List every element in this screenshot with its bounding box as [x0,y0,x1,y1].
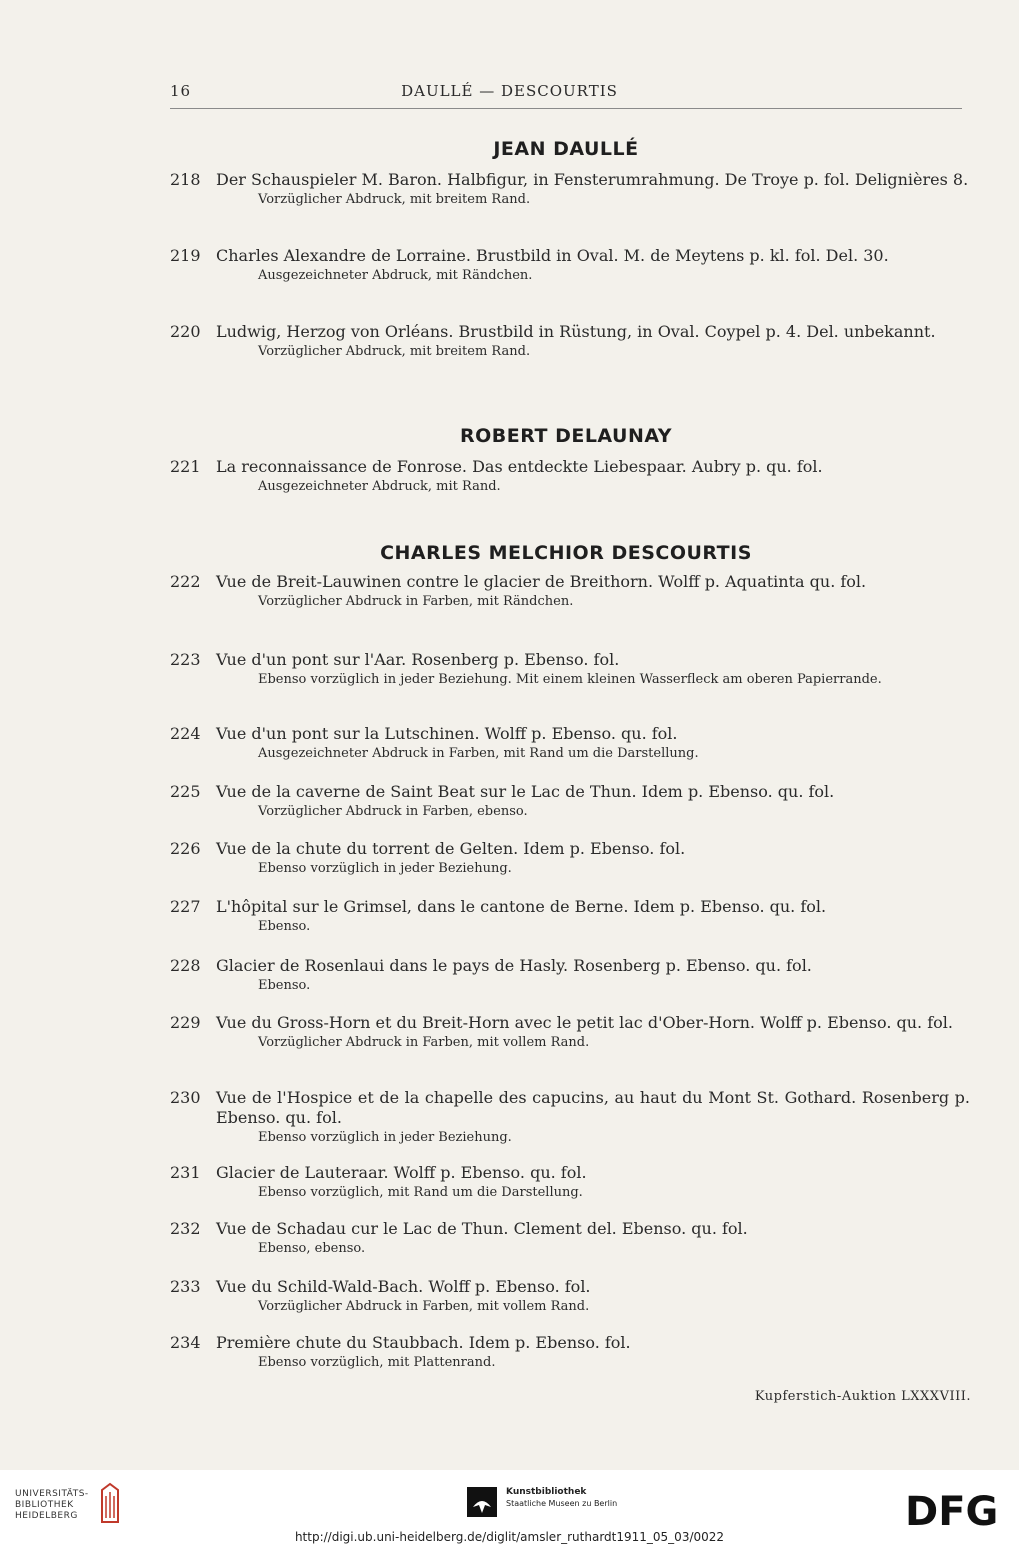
catalog-entry [170,170,970,209]
entry-note: Ebenso. [258,978,311,993]
catalog-entry [170,572,970,611]
entry-title: Glacier de Rosenlaui dans le pays de Hasly. Rosenberg p. Ebenso. qu. fol. [216,956,812,975]
entry-title: Ludwig, Herzog von Orléans. Brustbild in Rüstung, in Oval. Coypel p. 4. Del. unbekannt. [216,322,936,341]
catalog-entry [170,1219,970,1258]
dfg-logo-icon [905,1491,1005,1531]
page-number: 16 [170,82,192,100]
catalog-entry [170,457,970,496]
artist-heading: CHARLES MELCHIOR DESCOURTIS [380,542,752,564]
catalog-entry [170,1277,970,1316]
catalog-entry [170,1013,970,1052]
entry-number: 225 [170,782,201,801]
entry-title: Vue de la caverne de Saint Beat sur le Lac de Thun. Idem p. Ebenso. qu. fol. [216,782,835,801]
entry-note: Ebenso vorzüglich in jeder Beziehung. [258,1130,512,1145]
entry-title: Glacier de Lauteraar. Wolff p. Ebenso. qu. fol. [216,1163,587,1182]
kb-title: Kunstbibliothek [506,1487,587,1497]
catalog-entry [170,897,970,936]
entry-note: Vorzüglicher Abdruck in Farben, mit vollem Rand. [258,1035,590,1050]
entry-title: Vue de la chute du torrent de Gelten. Idem p. Ebenso. fol. [216,839,686,858]
entry-number: 224 [170,724,201,743]
entry-number: 226 [170,839,201,858]
catalog-entry [170,724,970,763]
entry-number: 221 [170,457,201,476]
entry-number: 232 [170,1219,201,1238]
entry-title: La reconnaissance de Fonrose. Das entdeckte Liebespaar. Aubry p. qu. fol. [216,457,823,476]
artist-heading: JEAN DAULLÉ [493,138,639,160]
entry-note: Ausgezeichneter Abdruck, mit Rand. [258,479,501,494]
entry-note: Vorzüglicher Abdruck, mit breitem Rand. [258,192,531,207]
entry-number: 229 [170,1013,201,1032]
entry-note: Ebenso. [258,919,311,934]
entry-title: Vue de Breit-Lauwinen contre le glacier de Breithorn. Wolff p. Aquatinta qu. fol. [216,572,867,591]
entry-number: 228 [170,956,201,975]
entry-note: Vorzüglicher Abdruck in Farben, ebenso. [258,804,528,819]
entry-note: Vorzüglicher Abdruck in Farben, mit vollem Rand. [258,1299,590,1314]
catalog-entry [170,322,970,361]
entry-number: 218 [170,170,201,189]
entry-title: L'hôpital sur le Grimsel, dans le cantone de Berne. Idem p. Ebenso. qu. fol. [216,897,827,916]
entry-number: 223 [170,650,201,669]
entry-title: Vue de l'Hospice et de la chapelle des capucins, au haut du Mont St. Gothard. Rosenberg p. Ebenso. qu. fol. [216,1088,970,1127]
entry-note: Ausgezeichneter Abdruck, mit Rändchen. [258,268,533,283]
entry-title: Charles Alexandre de Lorraine. Brustbild in Oval. M. de Meytens p. kl. fol. Del. 30. [216,246,889,265]
entry-title: Vue d'un pont sur l'Aar. Rosenberg p. Ebenso. fol. [216,650,620,669]
entry-title: Vue du Gross-Horn et du Breit-Horn avec le petit lac d'Ober-Horn. Wolff p. Ebenso. qu. fol. [216,1013,953,1032]
artist-heading: ROBERT DELAUNAY [459,425,673,447]
entry-note: Ebenso, ebenso. [258,1241,366,1256]
entry-note: Ebenso vorzüglich, mit Plattenrand. [258,1355,496,1370]
source-url[interactable]: http://digi.ub.uni-heidelberg.de/diglit/amsler_ruthardt1911_05_03/0022 [294,1530,725,1544]
dfg-text: DFG [905,1491,999,1531]
catalog-entry [170,650,970,689]
entry-number: 234 [170,1333,201,1352]
header-rule [170,108,962,109]
entry-title: Vue du Schild-Wald-Bach. Wolff p. Ebenso. fol. [216,1277,591,1296]
catalog-entry [170,246,970,285]
entry-number: 233 [170,1277,201,1296]
entry-note: Ausgezeichneter Abdruck in Farben, mit Rand um die Darstellung. [258,746,699,761]
ub-heidelberg-logo-icon [96,1482,124,1526]
running-title: DAULLÉ — DESCOURTIS [401,82,618,100]
entry-note: Ebenso vorzüglich, mit Rand um die Darstellung. [258,1185,583,1200]
ub-line: UNIVERSITÄTS- [15,1489,89,1499]
entry-note: Ebenso vorzüglich in jeder Beziehung. [258,861,512,876]
entry-number: 222 [170,572,201,591]
entry-number: 219 [170,246,201,265]
kunstbibliothek-label [506,1486,617,1509]
kb-subtitle: Staatliche Museen zu Berlin [506,1499,618,1508]
catalog-footer-note: Kupferstich-Auktion LXXXVIII. [754,1389,971,1404]
catalog-entry [170,839,970,878]
entry-number: 227 [170,897,201,916]
catalog-entry [170,1333,970,1372]
ub-heidelberg-label [15,1489,89,1522]
entry-note: Vorzüglicher Abdruck in Farben, mit Rändchen. [258,594,574,609]
entry-note: Vorzüglicher Abdruck, mit breitem Rand. [258,344,531,359]
entry-note: Ebenso vorzüglich in jeder Beziehung. Mit einem kleinen Wasserfleck am oberen Papierrande. [258,672,882,687]
entry-title: Vue de Schadau cur le Lac de Thun. Clement del. Ebenso. qu. fol. [216,1219,748,1238]
entry-number: 231 [170,1163,201,1182]
entry-title: Première chute du Staubbach. Idem p. Ebenso. fol. [216,1333,631,1352]
ub-line: BIBLIOTHEK [15,1500,74,1510]
eagle-logo-icon [467,1487,497,1517]
catalog-entry [170,1088,970,1147]
entry-number: 230 [170,1088,201,1107]
ub-line: HEIDELBERG [15,1511,78,1521]
catalog-entry [170,956,970,995]
entry-number: 220 [170,322,201,341]
entry-title: Vue d'un pont sur la Lutschinen. Wolff p. Ebenso. qu. fol. [216,724,678,743]
entry-title: Der Schauspieler M. Baron. Halbfigur, in Fensterumrahmung. De Troye p. fol. Delignières 8. [216,170,969,189]
catalog-entry [170,1163,970,1202]
catalog-entry [170,782,970,821]
